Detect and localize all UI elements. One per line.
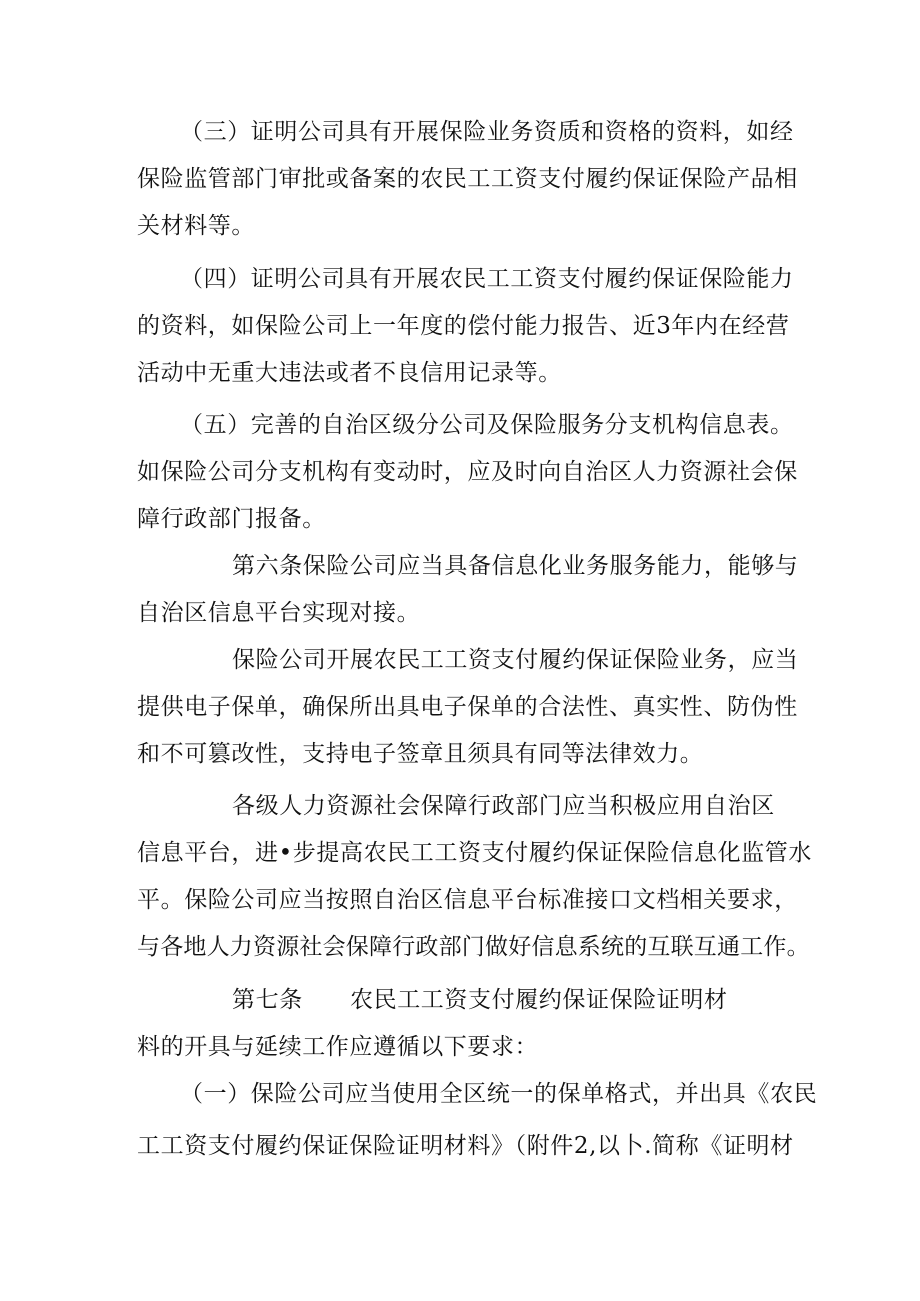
text-line-8: 如保险公司分支机构有变动时，应及时向自治区人力资源社会保: [137, 459, 798, 485]
text-line-3: 关材料等。: [137, 213, 255, 239]
text-line-4: （四）证明公司具有开展农民工工资支付履约保证保险能力: [180, 266, 794, 292]
text-line-5: 的资料，如保险公司上一年度的偿付能力报告、近3年内在经营: [137, 313, 790, 339]
text-line-7: （五）完善的自治区级分公司及保险服务分支机构信息表。: [180, 412, 794, 438]
text-line-12: 保险公司开展农民工工资支付履约保证保险业务，应当: [232, 647, 799, 673]
text-line-2: 保险监管部门审批或备案的农民工工资支付履约保证保险产品相: [137, 166, 798, 192]
text-line-6: 活动中无重大违法或者不良信用记录等。: [137, 360, 562, 386]
text-line-10: 第六条保险公司应当具备信息化业务服务能力，能够与: [232, 553, 799, 579]
text-line-14: 和不可篡改性，支持电子签章且须具有同等法律效力。: [137, 741, 704, 767]
text-line-13: 提供电子保单，确保所出具电子保单的合法性、真实性、防伪性: [137, 694, 798, 720]
text-line-22: 工工资支付履约保证保险证明材料》（附件2,以卜.简称《证明材: [137, 1133, 794, 1159]
text-line-18: 与各地人力资源社会保障行政部门做好信息系统的互联互通工作。: [137, 934, 810, 960]
text-line-11: 自治区信息平台实现对接。: [137, 600, 421, 626]
text-line-9: 障行政部门报备。: [137, 506, 326, 532]
text-line-20: 料的开具与延续工作应遵循以下要求：: [137, 1034, 539, 1060]
text-line-16: 信息平台，进•步提高农民工工资支付履约保证保险信息化监管水: [137, 840, 812, 866]
text-line-17: 平。保险公司应当按照自治区信息平台标准接口文档相关要求，: [137, 887, 798, 913]
text-line-1: （三）证明公司具有开展保险业务资质和资格的资料，如经: [180, 119, 794, 145]
text-line-19: 第七条 农民工工资支付履约保证保险证明材: [232, 987, 728, 1013]
text-line-21: （一）保险公司应当使用全区统一的保单格式，并出具《农民: [180, 1081, 818, 1107]
text-line-15: 各级人力资源社会保障行政部门应当积极应用自治区: [232, 793, 775, 819]
